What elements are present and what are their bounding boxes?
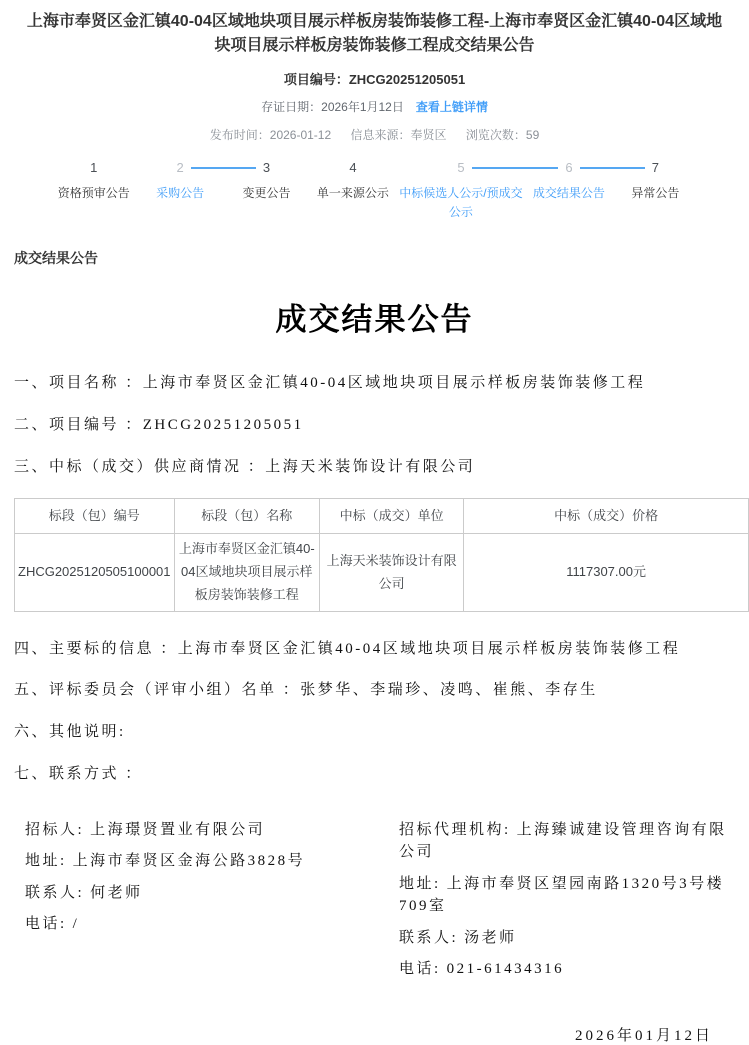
step-label[interactable]: 中标候选人公示/预成交公示 [399,186,523,219]
paragraph-subject-info: 四、主要标的信息 ：上海市奉贤区金汇镇40-04区域地块项目展示样板房装饰装修工程 [14,640,681,657]
paragraph-other-notes: 六、其他说明: [14,724,126,741]
step-label[interactable]: 采购公告 [156,186,205,200]
paragraph-winning-supplier: 三、中标（成交）供应商情况 ：上海天米装饰设计有限公司 [14,458,476,475]
step-label: 变更公告 [242,186,291,200]
connector [51,167,84,169]
table-row [15,534,749,611]
announcement-date: 2026年01月12日 [574,1027,713,1044]
step-label[interactable]: 成交结果公告 [532,186,605,200]
step-3-change-announcement [223,160,309,203]
step-label: 资格预审公告 [57,186,130,200]
step-2-procurement-announcement[interactable] [137,160,223,203]
agency-contact-block [399,819,734,990]
agency-phone-line: 电话: 021-61434316 [399,961,565,978]
step-number: 1 [90,160,98,175]
step-number: 5 [457,160,465,175]
connector [666,167,699,169]
announcement-step-indicator [51,160,699,221]
step-number: 4 [349,160,357,175]
cell-lot-code: ZHCG2025120505100001 [15,534,175,611]
step-number: 3 [262,160,271,175]
breadcrumb: 成交结果公告 [14,250,98,267]
award-result-table [14,498,749,611]
tenderer-address-line: 地址: 上海市奉贤区金海公路3828号 [25,853,306,870]
connector [223,167,256,169]
step-label: 异常公告 [631,186,680,200]
publish-info-line [0,126,749,143]
cell-lot-name: 上海市奉贤区金汇镇40-04区域地块项目展示样板房装饰装修工程 [174,534,320,611]
agency-contact-person-line: 联系人: 汤老师 [399,929,517,946]
step-6-result-announcement[interactable] [526,160,612,203]
connector [396,167,450,169]
paragraph-contact-heading: 七、联系方式 ： [14,765,143,782]
col-header-lot-code: 标段（包）编号 [15,499,175,534]
connector [104,167,137,169]
announcement-body [14,373,735,786]
project-number-label: 项目编号： [283,72,349,87]
step-number: 2 [176,160,184,175]
tenderer-line: 招标人: 上海璟贤置业有限公司 [25,821,266,838]
connector [310,167,343,169]
project-number-value: ZHCG20251205051 [348,72,466,87]
col-header-winning-price: 中标（成交）价格 [464,499,749,534]
cert-date-label: 存证日期： [261,100,322,114]
col-header-lot-name: 标段（包）名称 [174,499,320,534]
contact-section [14,819,735,990]
step-5-candidate-publicity[interactable] [396,160,526,221]
cert-date-line [0,98,749,115]
step-7-abnormal-announcement [612,160,698,203]
view-chain-link[interactable]: 查看上链详情 [415,100,488,114]
connector [580,167,613,169]
cert-date-value: 2026年1月12日 [321,100,404,114]
paragraph-project-number: 二、项目编号 ：ZHCG20251205051 [14,416,304,433]
agency-address-line: 地址: 上海市奉贤区望园南路1320号3号楼709室 [399,875,725,915]
connector [612,167,645,169]
publish-time: 发布时间：2026-01-12 [209,128,332,142]
announcement-title: 成交结果公告 [275,302,474,338]
project-number-line [0,69,749,88]
cell-winning-unit: 上海天米装饰设计有限公司 [320,534,464,611]
step-label: 单一来源公示 [316,186,389,200]
connector [277,167,310,169]
step-number: 7 [651,160,659,175]
connector [191,167,224,169]
step-1-prequalification [51,160,137,203]
page-title: 上海市奉贤区金汇镇40-04区域地块项目展示样板房装饰装修工程-上海市奉贤区金汇镇40-04区域地块项目展示样板房装饰装修工程成交结果公告 [26,13,723,54]
col-header-winning-unit: 中标（成交）单位 [320,499,464,534]
agency-line: 招标代理机构: 上海臻诚建设管理咨询有限公司 [399,821,727,861]
step-number: 6 [565,160,573,175]
connector [526,167,559,169]
info-source: 信息来源：奉贤区 [350,128,447,142]
table-header-row [15,499,749,534]
paragraph-evaluation-committee: 五、评标委员会（评审小组）名单 ：张梦华、李瑞珍、凌鸣、崔熊、李存生 [14,682,598,699]
view-count: 浏览次数：59 [465,128,540,142]
tenderer-contact-block [14,819,399,990]
connector [472,167,526,169]
connector [364,167,397,169]
tenderer-phone-line: 电话: / [25,916,80,933]
step-4-single-source [310,160,396,203]
connector [137,167,170,169]
tenderer-contact-person-line: 联系人: 何老师 [25,884,143,901]
cell-winning-price: 1117307.00元 [464,534,749,611]
paragraph-project-name: 一、项目名称 ：上海市奉贤区金汇镇40-04区域地块项目展示样板房装饰装修工程 [14,375,646,392]
